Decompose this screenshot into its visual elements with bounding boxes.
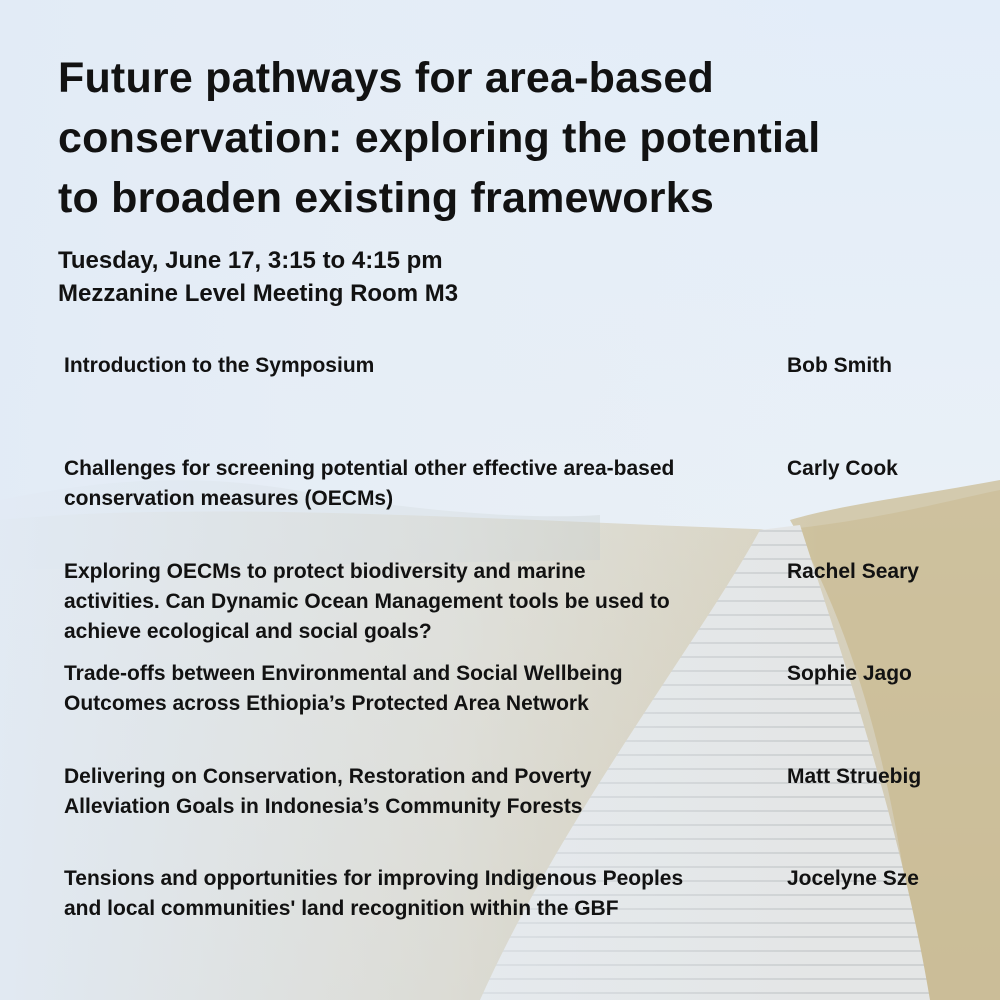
title-line: conservation: exploring the potential — [58, 114, 821, 162]
session-date-time: Tuesday, June 17, 3:15 to 4:15 pm — [58, 247, 443, 274]
talk-title-line: Exploring OECMs to protect biodiversity and marine — [64, 560, 586, 583]
title-line: Future pathways for area-based — [58, 54, 714, 102]
talk-title-line: Trade-offs between Environmental and Social Wellbeing — [64, 662, 623, 685]
talk-title — [64, 351, 774, 381]
talk-speaker: Jocelyne Sze — [787, 867, 919, 890]
talk-title — [64, 557, 774, 647]
talk-speaker: Rachel Seary — [787, 560, 919, 583]
talk-title-line: Introduction to the Symposium — [64, 354, 375, 377]
session-info — [58, 244, 458, 310]
title-line: to broaden existing frameworks — [58, 174, 714, 222]
talk-title — [64, 659, 774, 719]
talk-speaker: Bob Smith — [787, 354, 892, 377]
talk-title-line: conservation measures (OECMs) — [64, 487, 394, 510]
talk-title — [64, 762, 774, 822]
session-location: Mezzanine Level Meeting Room M3 — [58, 280, 459, 307]
talk-speaker: Carly Cook — [787, 457, 898, 480]
talk-title-line: Alleviation Goals in Indonesia’s Community Forests — [64, 795, 583, 818]
talk-title — [64, 864, 774, 924]
talk-title-line: activities. Can Dynamic Ocean Management tools be used to — [64, 590, 670, 613]
talk-speaker: Matt Struebig — [787, 765, 922, 788]
talk-title — [64, 454, 774, 514]
talk-title-line: and local communities' land recognition within the GBF — [64, 897, 619, 920]
talk-title-line: achieve ecological and social goals? — [64, 620, 432, 643]
talk-title-line: Outcomes across Ethiopia’s Protected Area Network — [64, 692, 589, 715]
talk-title-line: Challenges for screening potential other effective area-based — [64, 457, 675, 480]
talk-speaker: Sophie Jago — [787, 662, 912, 685]
talk-title-line: Tensions and opportunities for improving Indigenous Peoples — [64, 867, 684, 890]
talk-title-line: Delivering on Conservation, Restoration and Poverty — [64, 765, 592, 788]
session-title — [58, 48, 938, 228]
